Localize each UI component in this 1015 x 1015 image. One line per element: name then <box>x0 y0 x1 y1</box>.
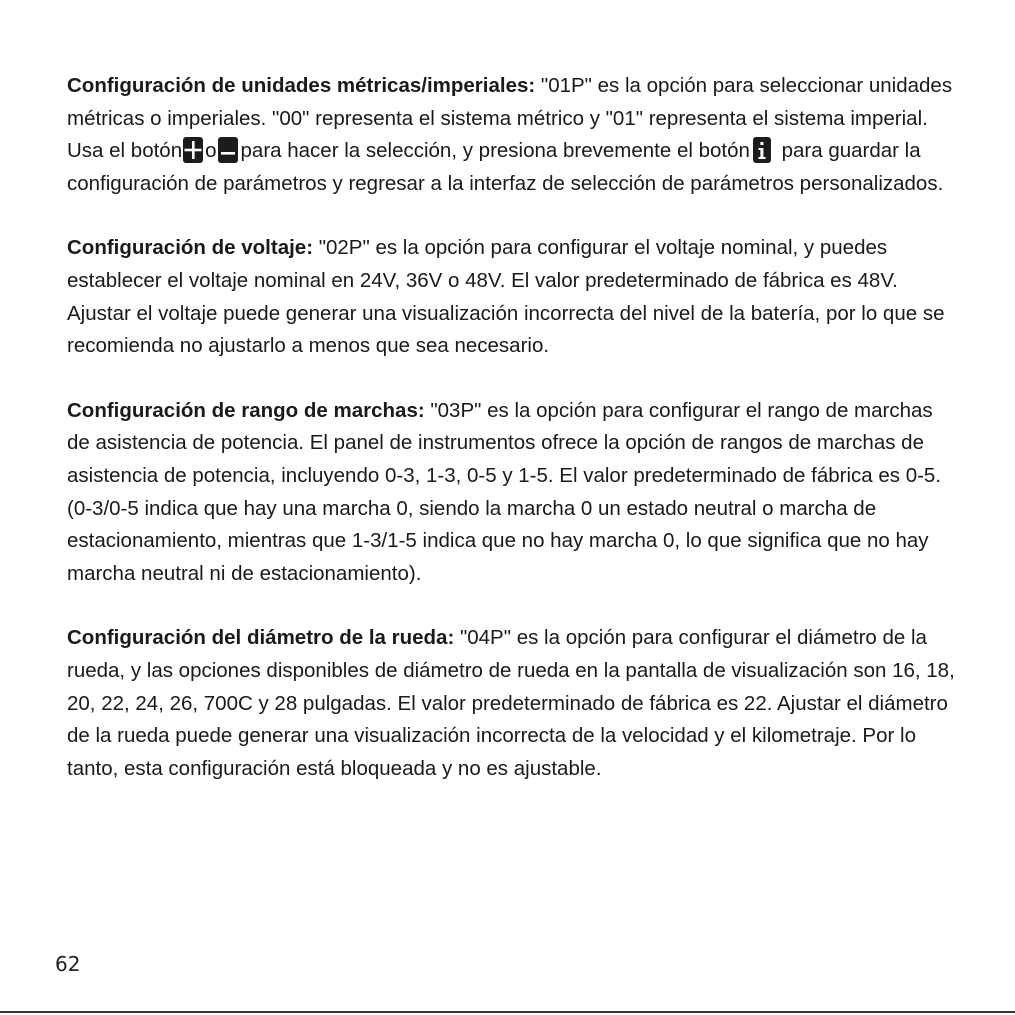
heading-wheel: Configuración del diámetro de la rueda: <box>67 626 455 650</box>
heading-gears: Configuración de rango de marchas: <box>67 398 425 422</box>
text-wheel: "04P" es la opción para configurar el diámetro de la rueda, y las opciones disponibles de diámetro de rueda en la pantalla de visualización son 16, 18, 20, 22, 24, 26, 700C y 28 pulgadas. El valor predeterminado de fábrica es 22. Ajustar el diámetro de la rueda puede generar una visualización incorrecta de la velocidad y el kilometraje. Por lo tanto, esta configuración está bloqueada y no es ajustable. <box>67 626 955 780</box>
info-button-icon <box>753 137 771 163</box>
minus-button-icon <box>218 137 238 163</box>
paragraph-wheel <box>67 622 957 785</box>
document-body <box>67 70 957 817</box>
text-units-4: para guardar la configuración de parámetros y regresar a la interfaz de selección de parámetros personalizados. <box>67 139 944 195</box>
text-units-1: "01P" es la opción para seleccionar unidades métricas o imperiales. "00" representa el sistema métrico y "01" representa el sistema imperial. Usa el botón <box>67 74 953 163</box>
plus-button-icon <box>183 137 203 163</box>
page-number: 62 <box>55 952 81 976</box>
text-gears: "03P" es la opción para configurar el rango de marchas de asistencia de potencia. El panel de instrumentos ofrece la opción de rangos de marchas de asistencia de potencia, incluyendo 0-3, 1-3, 0-5 y 1-5. El valor predeterminado de fábrica es 0-5. (0-3/0-5 indica que hay una marcha 0, siendo la marcha 0 un estado neutral o marcha de estacionamiento, mientras que 1-3/1-5 indica que no hay marcha 0, lo que significa que no hay marcha neutral ni de estacionamiento). <box>67 398 942 585</box>
paragraph-voltage <box>67 232 957 362</box>
text-voltage: "02P" es la opción para configurar el voltaje nominal, y puedes establecer el voltaje nominal en 24V, 36V o 48V. El valor predeterminado de fábrica es 48V. Ajustar el voltaje puede generar una visualización incorrecta del nivel de la batería, por lo que se recomienda no ajustarlo a menos que sea necesario. <box>67 236 945 358</box>
paragraph-units <box>67 70 957 200</box>
heading-voltage: Configuración de voltaje: <box>67 236 314 260</box>
paragraph-gears <box>67 395 957 591</box>
bottom-divider <box>0 1011 1015 1013</box>
text-units-3: para hacer la selección, y presiona brevemente el botón <box>240 139 750 163</box>
text-units-2: o <box>205 139 217 163</box>
heading-units: Configuración de unidades métricas/imperiales: <box>67 74 536 97</box>
